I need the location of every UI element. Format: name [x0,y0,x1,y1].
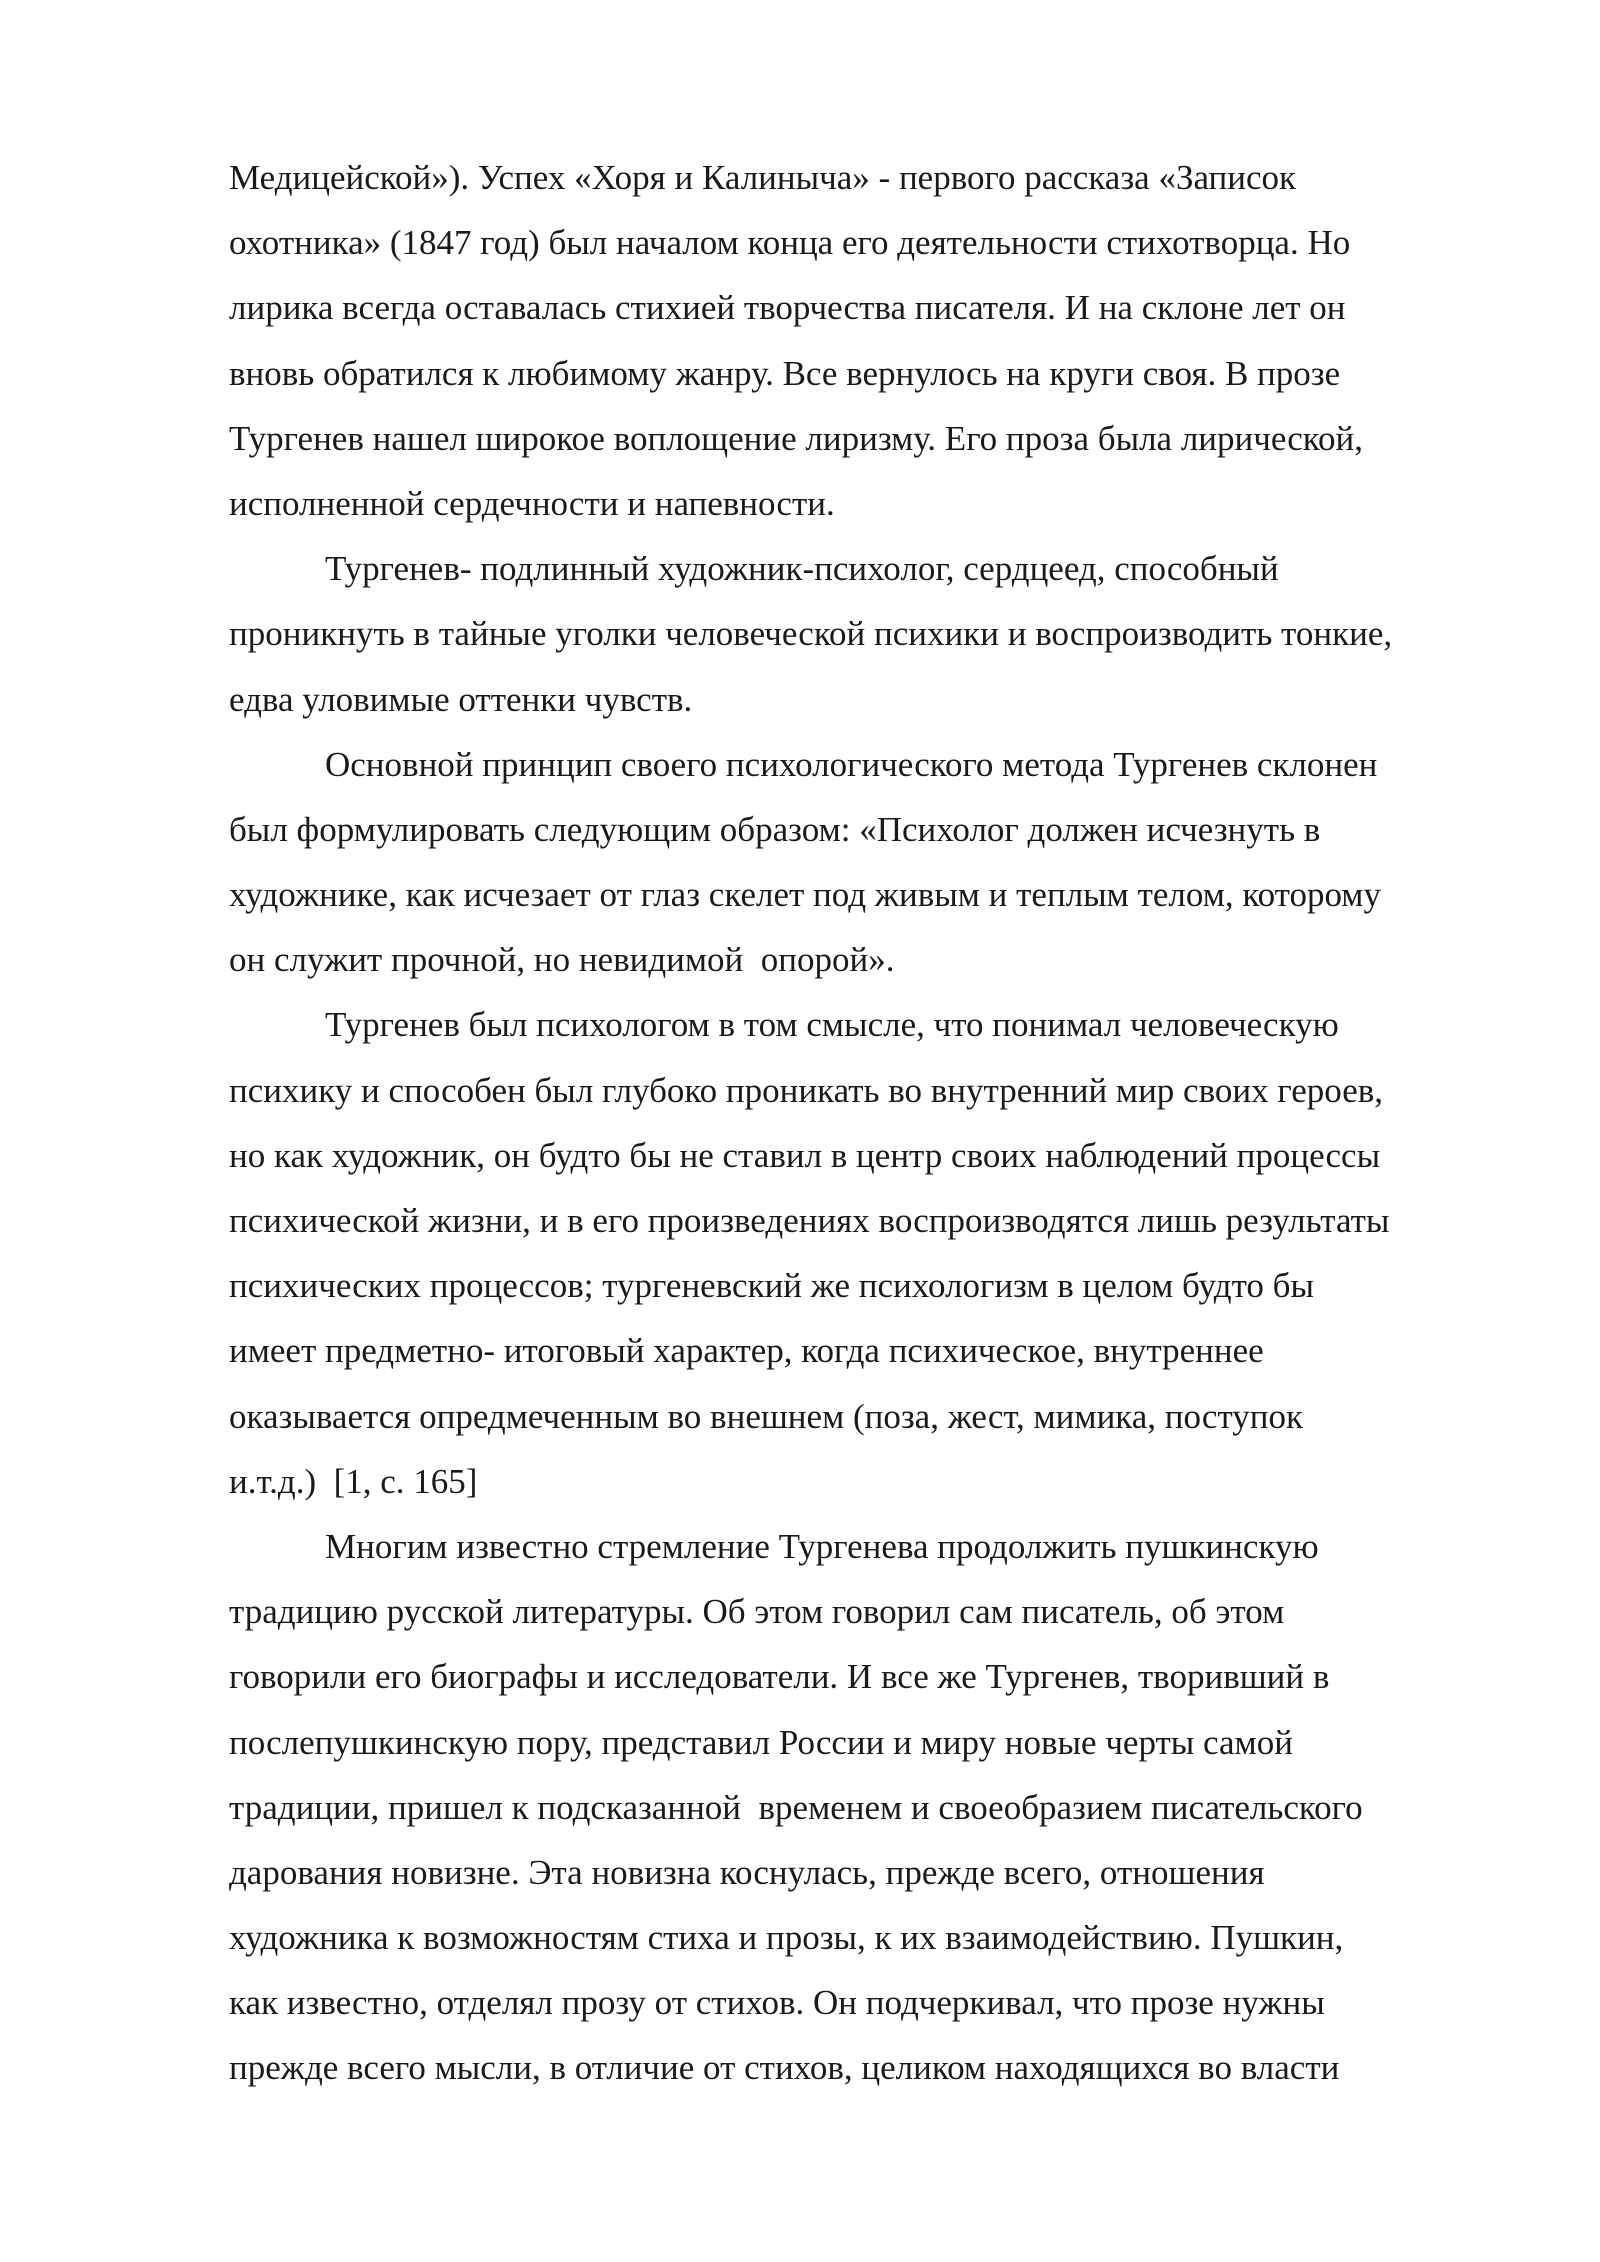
paragraph-first-line: Многим известно стремление Тургенева продолжить пушкинскую [325,1526,1319,1566]
text-line: послепушкинскую пору, представил России и миру новые черты самой [229,1722,1293,1762]
text-line: психических процессов; тургеневский же психологизм в целом будто бы [229,1266,1314,1306]
text-line: художника к возможностям стиха и прозы, к их взаимодействию. Пушкин, [229,1918,1344,1958]
text-line: говорили его биографы и исследователи. И все же Тургенев, творивший в [229,1657,1330,1697]
text-line: прежде всего мысли, в отличие от стихов, целиком находящихся во власти [229,2048,1340,2088]
text-line: традиции, пришел к подсказанной временем и своеобразием писательского [229,1787,1363,1827]
text-line: психической жизни, и в его произведениях воспроизводятся лишь результаты [229,1201,1390,1240]
text-line: был формулировать следующим образом: «Психолог должен исчезнуть в [229,809,1321,849]
paragraph-first-line: Основной принцип своего психологического метода Тургенев склонен [325,744,1378,784]
text-line: имеет предметно- итоговый характер, когда психическое, внутреннее [229,1331,1264,1371]
text-line: лирика всегда оставалась стихией творчества писателя. И на склоне лет он [229,288,1346,328]
text-line: традицию русской литературы. Об этом говорил сам писатель, об этом [229,1592,1285,1632]
text-line: психику и способен был глубоко проникать во внутренний мир своих героев, [229,1070,1384,1110]
body-text [229,145,1499,2101]
text-line: охотника» (1847 год) был началом конца его деятельности стихотворца. Но [229,223,1351,263]
text-line: проникнуть в тайные уголки человеческой психики и воспроизводить тонкие, [229,614,1393,654]
text-line: исполненной сердечности и напевности. [229,483,835,523]
paragraph-first-line: Тургенев- подлинный художник-психолог, сердцеед, способный [325,549,1279,589]
text-line: вновь обратился к любимому жанру. Все вернулось на круги своя. В прозе [229,353,1341,393]
paragraph-first-line: Тургенев был психологом в том смысле, что понимал человеческую [325,1005,1339,1045]
text-line: художнике, как исчезает от глаз скелет под живым и теплым телом, которому [229,875,1381,915]
text-line: как известно, отделял прозу от стихов. Он подчеркивал, что прозе нужны [229,1983,1325,2023]
text-line: едва уловимые оттенки чувств. [229,679,693,719]
text-line: он служит прочной, но невидимой опорой». [229,940,895,980]
text-line: дарования новизне. Эта новизна коснулась, прежде всего, отношения [229,1852,1265,1892]
text-line: но как художник, он будто бы не ставил в центр своих наблюдений процессы [229,1135,1381,1175]
text-line: оказывается опредмеченным во внешнем (поза, жест, мимика, поступок [229,1396,1304,1436]
text-line: и.т.д.) [1, с. 165] [229,1461,478,1501]
text-line: Тургенев нашел широкое воплощение лиризму. Его проза была лирической, [229,418,1364,458]
text-line: Медицейской»). Успех «Хоря и Калиныча» - первого рассказа «Записок [229,158,1297,197]
